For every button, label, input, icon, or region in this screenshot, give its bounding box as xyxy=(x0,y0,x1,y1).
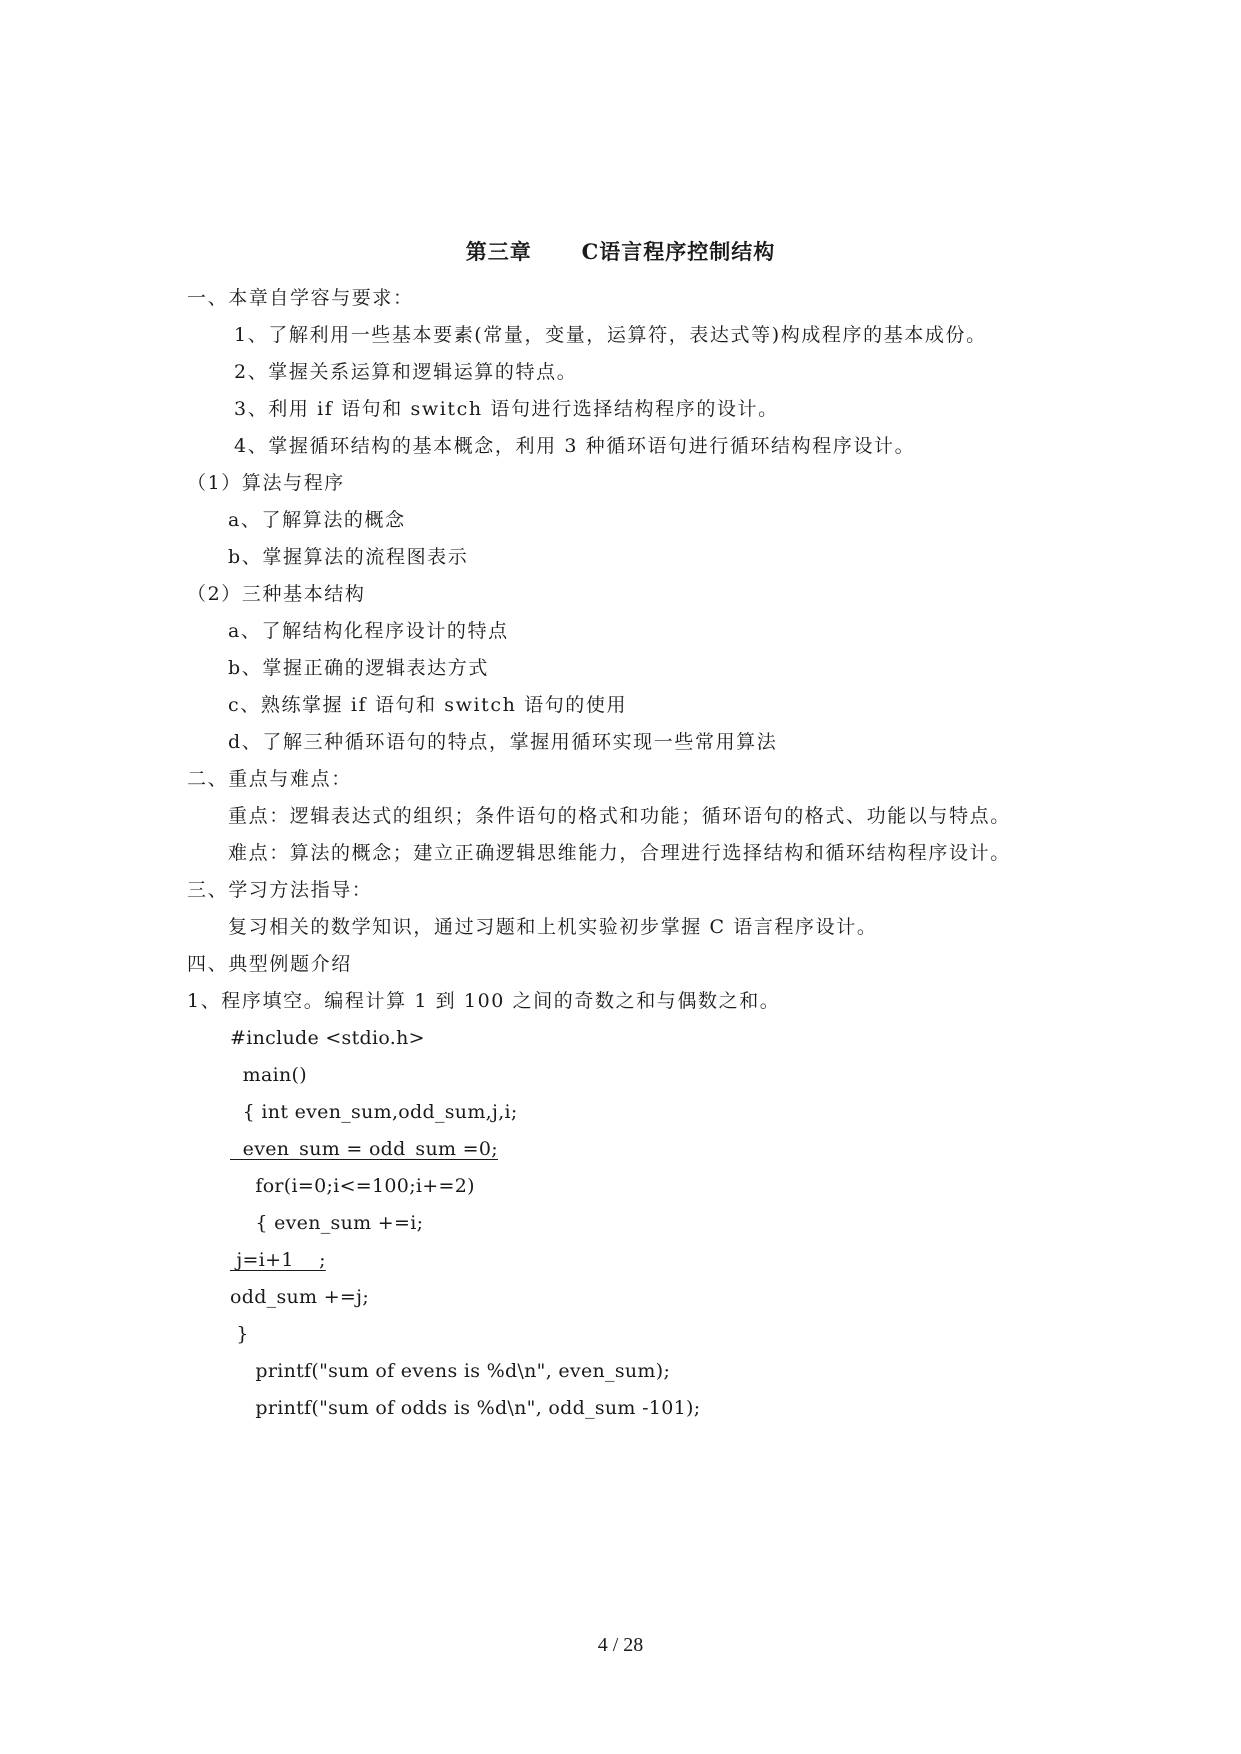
key-points: 重点：逻辑表达式的组织；条件语句的格式和功能；循环语句的格式、功能以与特点。 xyxy=(228,805,1011,827)
code-line-blank-1: even_sum = odd_sum =0; xyxy=(230,1138,498,1160)
subsection-2-item-c: c、熟练掌握 if 语句和 switch 语句的使用 xyxy=(228,694,628,716)
code-line-include: #include <stdio.h> xyxy=(230,1027,425,1049)
requirement-4: 4、掌握循环结构的基本概念，利用 3 种循环语句进行循环结构程序设计。 xyxy=(234,435,916,457)
code-line-printf-odds: printf("sum of odds is %d\n", odd_sum -101); xyxy=(230,1397,701,1419)
section-4-heading: 四、典型例题介绍 xyxy=(187,953,352,975)
code-line-blank-2: j=i+1 ; xyxy=(230,1249,326,1271)
code-line-main: main() xyxy=(230,1064,307,1086)
requirement-3: 3、利用 if 语句和 switch 语句进行选择结构程序的设计。 xyxy=(234,398,779,420)
requirement-1: 1、了解利用一些基本要素(常量，变量，运算符，表达式等)构成程序的基本成份。 xyxy=(234,324,987,346)
code-line-declare: { int even_sum,odd_sum,j,i; xyxy=(230,1101,518,1123)
subsection-1-item-a: a、了解算法的概念 xyxy=(228,509,406,531)
subsection-2-heading: （2）三种基本结构 xyxy=(187,583,366,605)
subsection-1-item-b: b、掌握算法的流程图表示 xyxy=(228,546,469,568)
section-2-heading: 二、重点与难点： xyxy=(187,768,352,790)
section-3-heading: 三、学习方法指导： xyxy=(187,879,373,901)
chapter-title: 第三章 C语言程序控制结构 xyxy=(465,239,776,264)
example-question-1: 1、程序填空。编程计算 1 到 100 之间的奇数之和与偶数之和。 xyxy=(187,990,781,1012)
code-line-for: for(i=0;i<=100;i+=2) xyxy=(230,1175,475,1197)
difficult-points: 难点：算法的概念；建立正确逻辑思维能力，合理进行选择结构和循环结构程序设计。 xyxy=(228,842,1011,864)
code-line-printf-evens: printf("sum of evens is %d\n", even_sum); xyxy=(230,1360,671,1382)
study-method-text: 复习相关的数学知识，通过习题和上机实验初步掌握 C 语言程序设计。 xyxy=(228,916,878,938)
code-line-odd-sum: odd_sum +=j; xyxy=(230,1286,370,1308)
subsection-2-item-b: b、掌握正确的逻辑表达方式 xyxy=(228,657,489,679)
page-number: 4 / 28 xyxy=(597,1634,644,1656)
subsection-2-item-a: a、了解结构化程序设计的特点 xyxy=(228,620,509,642)
section-1-heading: 一、本章自学容与要求： xyxy=(187,287,414,309)
requirement-2: 2、掌握关系运算和逻辑运算的特点。 xyxy=(234,361,578,383)
code-line-even-sum: { even_sum +=i; xyxy=(230,1212,424,1234)
code-line-close-brace: } xyxy=(230,1323,249,1345)
subsection-2-item-d: d、了解三种循环语句的特点，掌握用循环实现一些常用算法 xyxy=(228,731,778,753)
subsection-1-heading: （1）算法与程序 xyxy=(187,472,345,494)
